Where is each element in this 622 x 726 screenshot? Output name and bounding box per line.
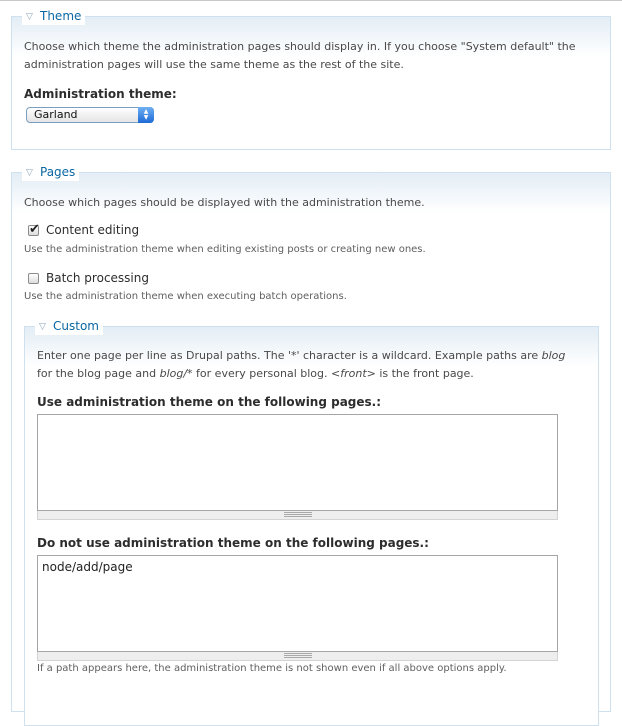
theme-description: Choose which theme the administration pages should display in. If you choose "System default" the administration pages will use the same theme as the rest of the site. — [24, 40, 576, 71]
not-use-admin-theme-textarea[interactable] — [37, 555, 558, 652]
admin-theme-selected-value: Garland — [34, 108, 78, 121]
not-use-help: If a path appears here, the administration theme is not shown even if all above options apply. — [37, 663, 507, 674]
content-editing-help: Use the administration theme when editing existing posts or creating new ones. — [24, 244, 426, 255]
pages-legend[interactable] — [22, 164, 79, 181]
pages-legend-label: Pages — [40, 165, 76, 179]
not-use-admin-theme-label: Do not use administration theme on the following pages.: — [37, 536, 429, 550]
custom-legend-label: Custom — [53, 319, 99, 333]
batch-processing-checkbox[interactable] — [28, 273, 39, 284]
custom-description: Enter one page per line as Drupal paths. The '*' character is a wildcard. Example paths are blog for the blog page and blog/* for every personal blog. <front> is the front page. — [37, 349, 566, 380]
collapse-triangle-icon: ▽ — [26, 12, 33, 22]
theme-legend-label: Theme — [40, 9, 82, 23]
checkmark-icon: ✔ — [29, 222, 40, 237]
admin-theme-select[interactable] — [26, 107, 154, 123]
admin-theme-label: Administration theme: — [24, 87, 177, 101]
not-use-textarea-resize-grip[interactable] — [37, 652, 558, 661]
top-border — [0, 0, 622, 1]
select-arrows-icon: ▲ ▼ — [138, 107, 154, 123]
custom-fieldset — [24, 319, 599, 726]
batch-processing-label[interactable]: Batch processing — [46, 271, 149, 285]
collapse-triangle-icon: ▽ — [26, 168, 33, 178]
pages-fieldset — [11, 165, 611, 712]
custom-legend[interactable] — [35, 318, 103, 335]
use-textarea-resize-grip[interactable] — [37, 511, 558, 520]
theme-fieldset — [11, 9, 611, 150]
content-editing-label[interactable]: Content editing — [46, 223, 140, 237]
theme-legend[interactable] — [22, 8, 85, 25]
content-editing-checkbox[interactable] — [28, 222, 40, 237]
batch-processing-help: Use the administration theme when executing batch operations. — [24, 291, 347, 302]
use-admin-theme-label: Use administration theme on the following pages.: — [37, 395, 382, 409]
use-admin-theme-textarea[interactable] — [37, 414, 558, 511]
pages-description: Choose which pages should be displayed with the administration theme. — [24, 196, 425, 209]
collapse-triangle-icon: ▽ — [39, 322, 46, 332]
